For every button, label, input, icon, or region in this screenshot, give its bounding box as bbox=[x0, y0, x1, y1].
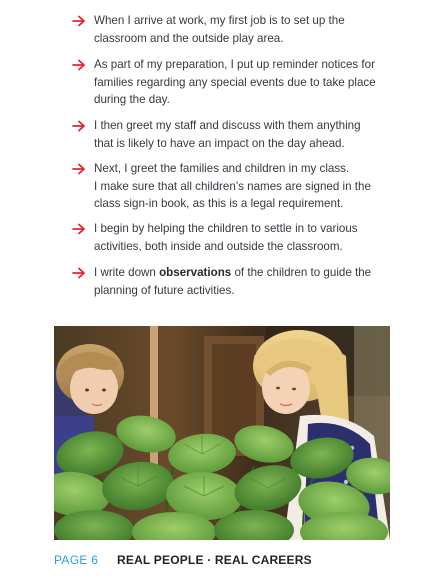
arrow-right-icon bbox=[72, 59, 86, 71]
bullet-line: during the day. bbox=[94, 93, 170, 106]
bold-keyword: observations bbox=[159, 266, 232, 279]
bullet-text bbox=[94, 160, 394, 213]
bullet-line: I begin by helping the children to settle in to various bbox=[94, 222, 358, 235]
children-gardening-photo bbox=[54, 326, 390, 540]
arrow-right-icon bbox=[72, 267, 86, 279]
bullet-line: activities, both inside and outside the classroom. bbox=[94, 239, 343, 253]
bullet-line: I make sure that all children’s names are signed in the bbox=[94, 179, 371, 193]
arrow-right-icon bbox=[72, 15, 86, 27]
bullet-line: When I arrive at work, my first job is to set up the bbox=[94, 14, 345, 27]
footer-title: REAL PEOPLE · REAL CAREERS bbox=[117, 553, 312, 567]
bullet-line: families regarding any special events due to take place bbox=[94, 75, 376, 89]
arrow-right-icon bbox=[72, 120, 86, 132]
bullet-line: classroom and the outside play area. bbox=[94, 31, 284, 45]
page-number: PAGE 6 bbox=[54, 553, 99, 567]
bullet-text-segment: of the children to guide the bbox=[231, 266, 372, 279]
bullet-text bbox=[94, 12, 394, 47]
bullet-text bbox=[94, 264, 394, 299]
bullet-text bbox=[94, 220, 394, 255]
bullet-text bbox=[94, 56, 394, 109]
arrow-right-icon bbox=[72, 223, 86, 235]
bullet-text-segment: I write down bbox=[94, 266, 160, 279]
arrow-right-icon bbox=[72, 163, 86, 175]
bullet-line: As part of my preparation, I put up reminder notices for bbox=[94, 58, 375, 71]
bullet-line: Next, I greet the families and children in my class. bbox=[94, 162, 350, 175]
bullet-line: class sign-in book, as this is a legal requirement. bbox=[94, 197, 344, 210]
bullet-line: that is likely to have an impact on the day ahead. bbox=[94, 136, 345, 150]
bullet-line: I then greet my staff and discuss with them anything bbox=[94, 119, 361, 132]
bullet-line: planning of future activities. bbox=[94, 283, 235, 297]
bullet-line bbox=[94, 264, 394, 282]
bullet-text bbox=[94, 117, 394, 152]
